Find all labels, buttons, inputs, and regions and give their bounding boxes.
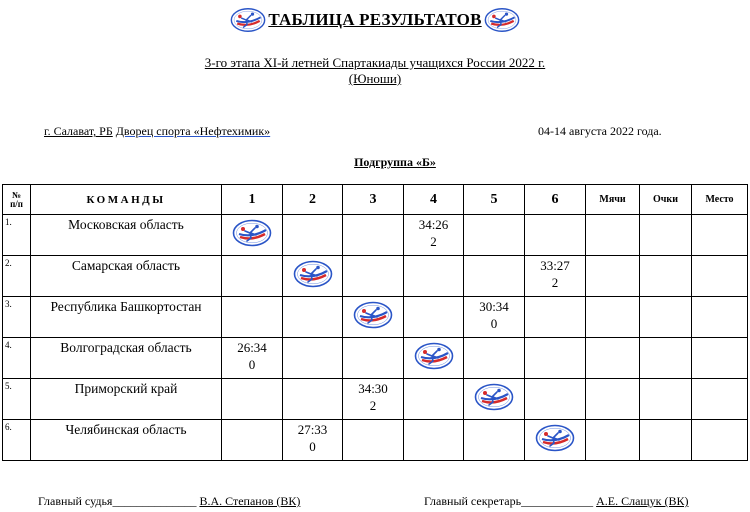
points-cell	[640, 379, 692, 420]
team-name: Республика Башкортостан	[31, 297, 222, 338]
header-points: Очки	[640, 185, 692, 215]
table-row	[3, 297, 748, 338]
balls-cell	[586, 297, 640, 338]
score-cell	[464, 215, 525, 256]
subtitle-line-2: (Юноши)	[348, 71, 402, 86]
score-cell	[283, 420, 343, 461]
venue-city: г. Салават, РБ	[44, 124, 113, 138]
score-cell	[343, 338, 404, 379]
score-cell	[404, 297, 464, 338]
header-col-6: 6	[525, 185, 586, 215]
secretary-label: Главный секретарь	[424, 494, 522, 508]
score-cell	[343, 420, 404, 461]
judge-label: Главный судья	[38, 494, 113, 508]
score-value: 34:30 2	[358, 381, 388, 413]
diagonal-cell	[525, 420, 586, 461]
score-cell	[404, 379, 464, 420]
header-teams: КОМАНДЫ	[31, 185, 222, 215]
score-cell	[525, 215, 586, 256]
header-np	[3, 185, 31, 215]
row-index: 4.	[3, 338, 31, 379]
table-row	[3, 215, 748, 256]
team-name: Приморский край	[31, 379, 222, 420]
place-cell	[692, 420, 748, 461]
score-value: 30:34 0	[479, 299, 509, 331]
row-index: 5.	[3, 379, 31, 420]
handball-logo-icon	[293, 260, 333, 288]
score-cell	[343, 256, 404, 297]
table-row	[3, 338, 748, 379]
row-index: 6.	[3, 420, 31, 461]
table-row	[3, 379, 748, 420]
table-header-row	[3, 185, 748, 215]
venue	[44, 124, 279, 139]
score-cell	[222, 297, 283, 338]
score-cell	[525, 256, 586, 297]
subtitle-line-1: 3-го этапа XI-й летней Спартакиады учащихся России 2022 г.	[204, 55, 546, 70]
header-col-5: 5	[464, 185, 525, 215]
score-value: 26:34 0	[237, 340, 267, 372]
team-name: Волгоградская область	[31, 338, 222, 379]
page-title: ТАБЛИЦА РЕЗУЛЬТАТОВ	[268, 10, 482, 29]
results-table	[2, 184, 748, 461]
score-cell	[525, 379, 586, 420]
score-cell	[222, 379, 283, 420]
balls-cell	[586, 256, 640, 297]
header-balls: Мячи	[586, 185, 640, 215]
diagonal-cell	[222, 215, 283, 256]
judge-name: В.А. Степанов (ВК)	[199, 494, 301, 508]
score-cell	[464, 420, 525, 461]
balls-cell	[586, 379, 640, 420]
score-cell	[283, 215, 343, 256]
balls-cell	[586, 338, 640, 379]
score-cell	[464, 338, 525, 379]
place-cell	[692, 297, 748, 338]
points-cell	[640, 338, 692, 379]
header-col-1: 1	[222, 185, 283, 215]
handball-logo-icon	[353, 301, 393, 329]
score-cell	[525, 297, 586, 338]
handball-logo-icon	[230, 7, 266, 33]
secretary-signature: Главный секретарь____________ А.Е. Слащук (ВК)	[424, 494, 689, 508]
title-row	[0, 6, 750, 34]
subgroup-title: Подгруппа «Б»	[354, 155, 436, 169]
header-col-3: 3	[343, 185, 404, 215]
score-value: 33:27 2	[540, 258, 570, 290]
diagonal-cell	[283, 256, 343, 297]
place-cell	[692, 256, 748, 297]
score-cell	[464, 256, 525, 297]
score-cell	[222, 256, 283, 297]
points-cell	[640, 256, 692, 297]
team-name: Московская область	[31, 215, 222, 256]
score-value: 27:33 0	[297, 422, 328, 454]
handball-logo-icon	[232, 219, 272, 247]
header-np-line2: п/п	[10, 198, 23, 209]
team-name: Челябинская область	[31, 420, 222, 461]
balls-cell	[586, 420, 640, 461]
score-cell	[343, 215, 404, 256]
score-cell	[222, 420, 283, 461]
table-row	[3, 420, 748, 461]
team-name: Самарская область	[31, 256, 222, 297]
header-place: Место	[692, 185, 748, 215]
score-cell	[283, 338, 343, 379]
place-cell	[692, 338, 748, 379]
row-index: 3.	[3, 297, 31, 338]
score-cell	[222, 338, 283, 379]
balls-cell	[586, 215, 640, 256]
points-cell	[640, 420, 692, 461]
score-cell	[404, 256, 464, 297]
score-cell	[404, 420, 464, 461]
row-index: 1.	[3, 215, 31, 256]
diagonal-cell	[404, 338, 464, 379]
points-cell	[640, 297, 692, 338]
venue-name: Дворец спорта «Нефтехимик»	[115, 124, 271, 138]
score-cell	[283, 379, 343, 420]
diagonal-cell	[343, 297, 404, 338]
judge-signature: Главный судья______________ В.А. Степанов (ВК)	[38, 494, 301, 508]
header-col-4: 4	[404, 185, 464, 215]
score-cell	[464, 297, 525, 338]
score-cell	[404, 215, 464, 256]
score-cell	[283, 297, 343, 338]
handball-logo-icon	[474, 383, 514, 411]
score-cell	[525, 338, 586, 379]
diagonal-cell	[464, 379, 525, 420]
event-dates: 04-14 августа 2022 года.	[538, 124, 662, 138]
handball-logo-icon	[535, 424, 575, 452]
points-cell	[640, 215, 692, 256]
row-index: 2.	[3, 256, 31, 297]
handball-logo-icon	[414, 342, 454, 370]
secretary-name: А.Е. Слащук (ВК)	[596, 494, 689, 508]
header-np-line1: №	[11, 189, 22, 200]
place-cell	[692, 379, 748, 420]
handball-logo-icon	[484, 7, 520, 33]
place-cell	[692, 215, 748, 256]
header-col-2: 2	[283, 185, 343, 215]
score-value: 34:26 2	[418, 217, 449, 249]
table-row	[3, 256, 748, 297]
score-cell	[343, 379, 404, 420]
